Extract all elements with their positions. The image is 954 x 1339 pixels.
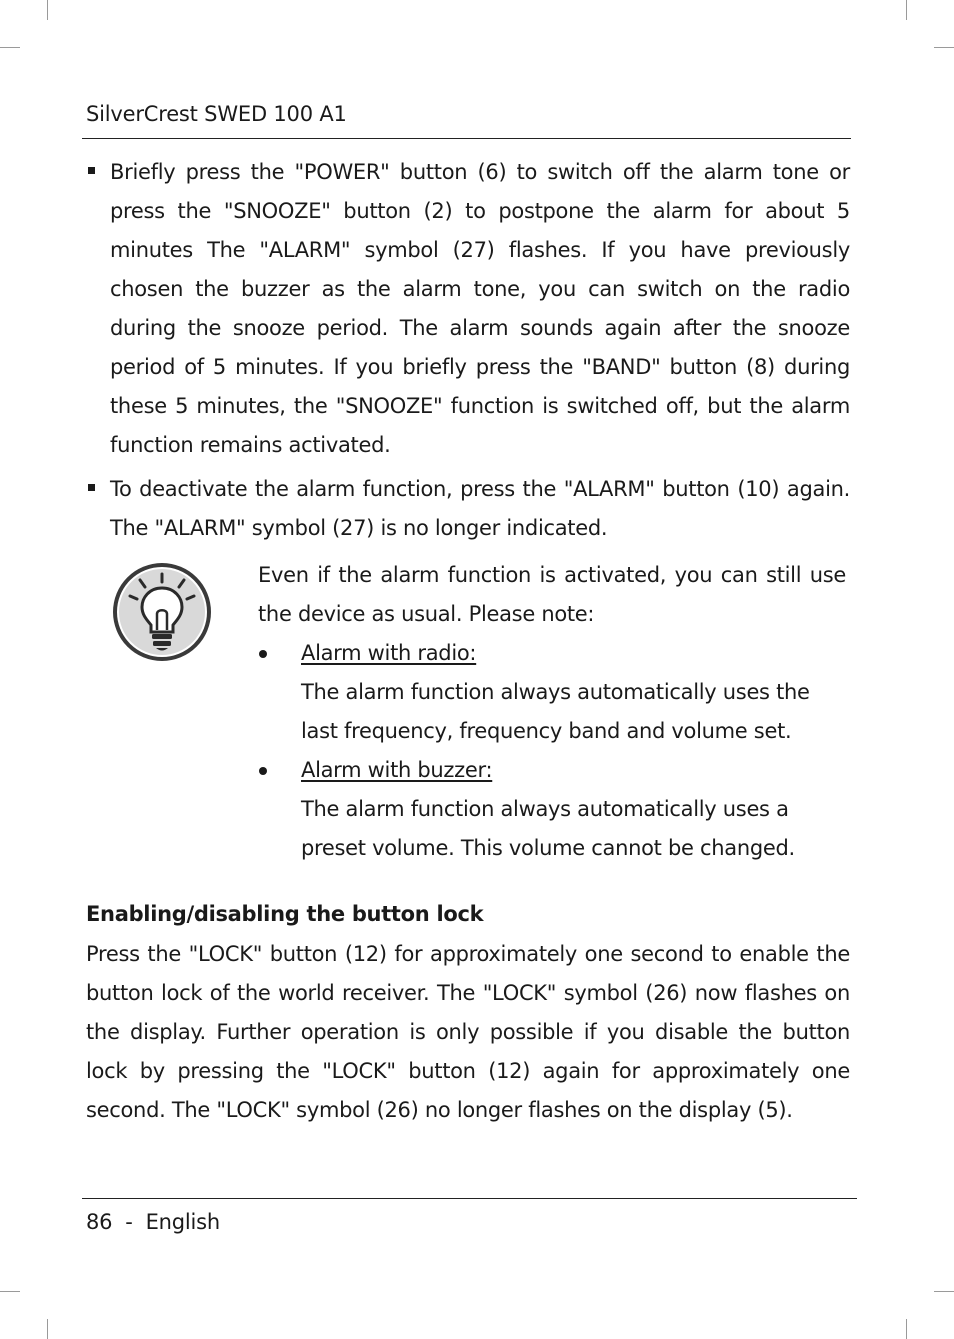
- crop-mark: [906, 0, 907, 20]
- note-item-text: The alarm function always automatically uses a preset volume. This volume cannot be changed.: [301, 797, 795, 860]
- square-bullet-icon: [88, 484, 95, 491]
- header-rule: [82, 138, 851, 139]
- crop-mark: [47, 1319, 48, 1339]
- crop-mark: [0, 47, 20, 48]
- crop-mark: [0, 1291, 20, 1292]
- note-item-label: Alarm with buzzer:: [301, 758, 493, 782]
- lightbulb-icon: [110, 560, 214, 664]
- square-bullet-icon: [88, 167, 95, 174]
- note-item-label: Alarm with radio:: [301, 641, 477, 665]
- page-number: 86 - English: [86, 1210, 221, 1234]
- running-header: SilverCrest SWED 100 A1: [86, 102, 347, 126]
- note-item-text: The alarm function always automatically uses the last frequency, frequency band and volume set.: [301, 680, 810, 743]
- round-bullet-icon: [259, 650, 267, 658]
- section-heading: Enabling/disabling the button lock: [86, 902, 484, 926]
- bullet-paragraph: Briefly press the "POWER" button (6) to switch off the alarm tone or press the "SNOOZE" button (2) to postpone the alarm for about 5 minutes The "ALARM" symbol (27) flashes. If you have previously chosen the buzzer as the alarm tone, you can switch on the radio during the snooze period. The alarm sounds again after the snooze period of 5 minutes. If you briefly press the "BAND" button (8) during these 5 minutes, the "SNOOZE" function is switched off, but the alarm function remains activated.: [110, 160, 850, 457]
- crop-mark: [47, 0, 48, 20]
- footer-rule: [82, 1198, 857, 1199]
- crop-mark: [906, 1319, 907, 1339]
- bullet-paragraph: To deactivate the alarm function, press the "ALARM" button (10) again. The "ALARM" symbol (27) is no longer indicated.: [110, 477, 850, 540]
- note-intro: Even if the alarm function is activated, you can still use the device as usual. Please note:: [258, 563, 846, 626]
- crop-mark: [934, 1291, 954, 1292]
- section-body: Press the "LOCK" button (12) for approximately one second to enable the button lock of the world receiver. The "LOCK" symbol (26) now flashes on the display. Further operation is only possible if you disable the button lock by pressing the "LOCK" button (12) again for approximately one second. The "LOCK" symbol (26) no longer flashes on the display (5).: [86, 942, 850, 1122]
- round-bullet-icon: [259, 767, 267, 775]
- crop-mark: [934, 47, 954, 48]
